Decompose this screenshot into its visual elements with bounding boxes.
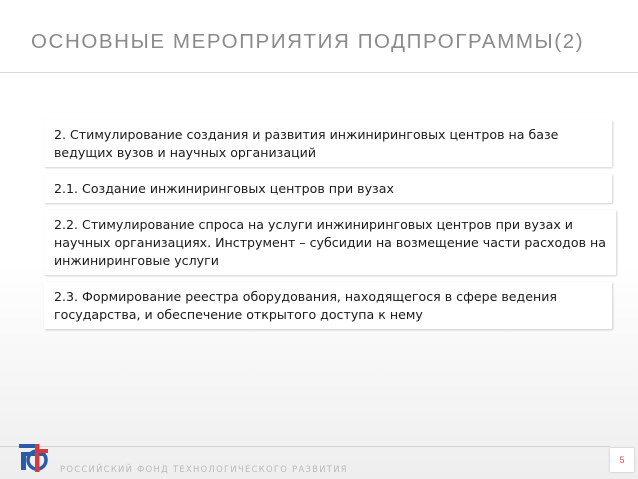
content-list xyxy=(44,120,626,336)
list-item-2: 2. Стимулирование создания и развития инжиниринговых центров на базе ведущих вузов и научных организаций xyxy=(44,120,612,167)
page-number: 5 xyxy=(610,448,634,472)
list-item-2-2: 2.2. Стимулирование спроса на услуги инжиниринговых центров при вузах и научных организациях. Инструмент – субсидии на возмещение части расходов на инжиниринговые услуги xyxy=(44,210,616,275)
list-item-2-1: 2.1. Создание инжиниринговых центров при вузах xyxy=(44,174,612,203)
list-item-2-3: 2.3. Формирование реестра оборудования, находящегося в сфере ведения государства, и обеспечение открытого доступа к нему xyxy=(44,282,612,329)
rftr-logo-icon xyxy=(17,438,53,474)
title-divider xyxy=(0,72,638,73)
organization-name: РОССИЙСКИЙ ФОНД ТЕХНОЛОГИЧЕСКОГО РАЗВИТИЯ xyxy=(60,464,348,474)
slide-title: ОСНОВНЫЕ МЕРОПРИЯТИЯ ПОДПРОГРАММЫ(2) xyxy=(31,30,585,53)
footer-divider xyxy=(0,446,610,447)
